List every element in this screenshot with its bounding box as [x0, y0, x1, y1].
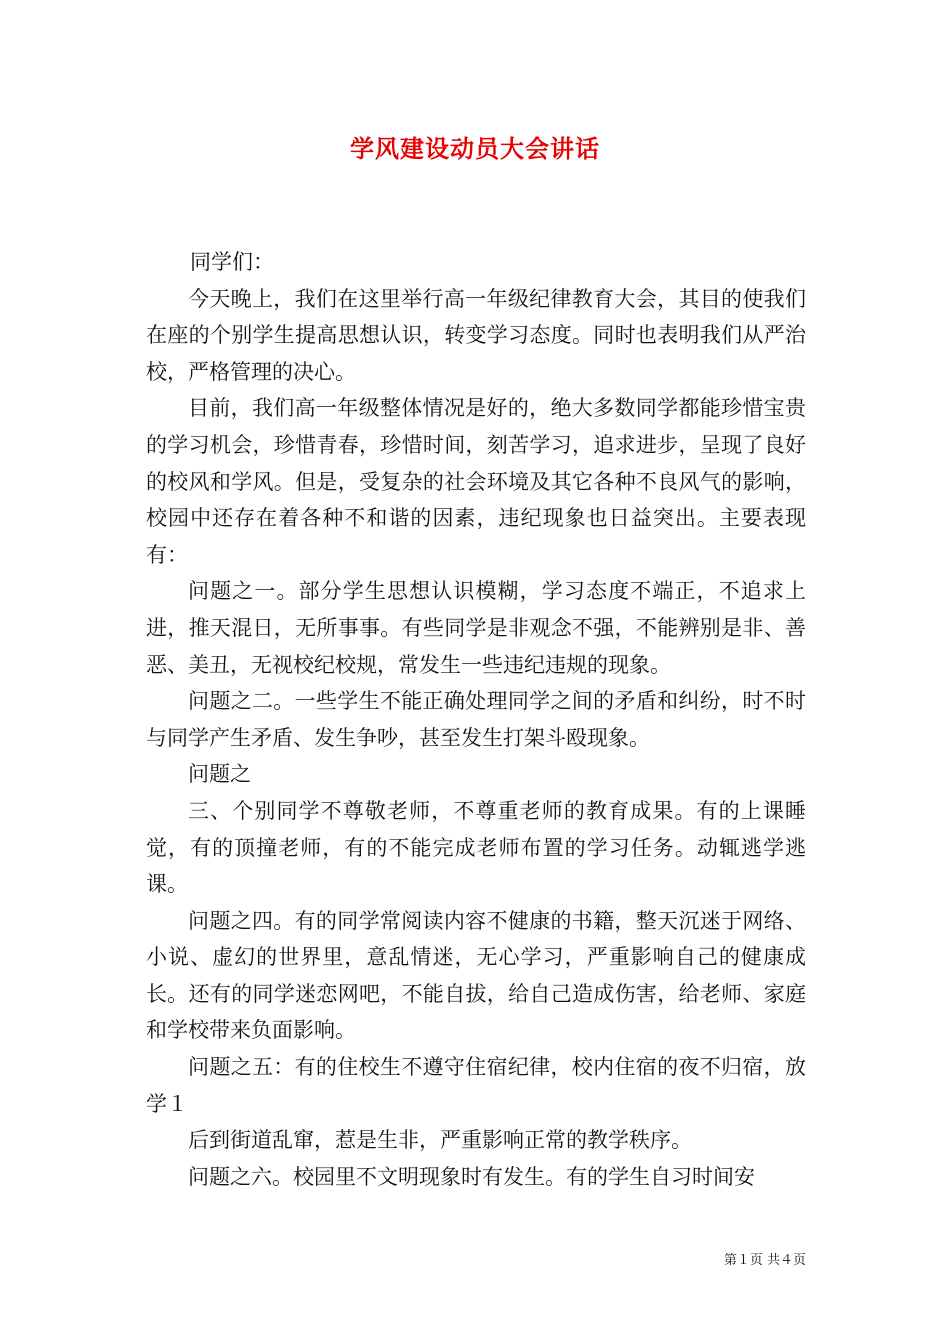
paragraph: 后到街道乱窜，惹是生非，严重影响正常的教学秩序。 [188, 1128, 692, 1153]
paragraph: 问题之六。校园里不文明现象时有发生。有的学生自习时间安 [188, 1164, 755, 1189]
paragraph: 今天晚上，我们在这里举行高一年级纪律教育大会，其目的使我们在座的个别学生提高思想认识，转变学习态度。同时也表明我们从严治校，严格管理的决心。 [146, 286, 806, 384]
paragraph: 三、个别同学不尊敬老师，不尊重老师的教育成果。有的上课睡觉，有的顶撞老师，有的不能完成老师布置的学习任务。动辄逃学逃课。 [146, 798, 806, 897]
paragraph: 问题之 [188, 762, 251, 787]
page-number-footer: 第１页 共４页 [723, 1253, 806, 1268]
paragraph: 问题之四。有的同学常阅读内容不健康的书籍，整天沉迷于网络、小说、虚幻的世界里，意乱情迷，无心学习，严重影响自己的健康成长。还有的同学迷恋网吧，不能自拔，给自己造成伤害，给老师、家庭和学校带来负面影响。 [146, 908, 806, 1043]
paragraph: 目前，我们高一年级整体情况是好的，绝大多数同学都能珍惜宝贵的学习机会，珍惜青春，珍惜时间，刻苦学习，追求进步，呈现了良好的校风和学风。但是，受复杂的社会环境及其它各种不良风气的影响，校园中还存在着各种不和谐的因素，违纪现象也日益突出。主要表现有： [146, 396, 806, 567]
paragraph: 问题之五：有的住校生不遵守住宿纪律，校内住宿的夜不归宿，放学１ [146, 1055, 806, 1116]
salutation: 同学们： [190, 250, 274, 274]
document-body [146, 244, 806, 1195]
document-title: 学风建设动员大会讲话 [350, 134, 600, 163]
paragraph: 问题之一。部分学生思想认识模糊，学习态度不端正，不追求上进，推天混日，无所事事。有些同学是非观念不强，不能辨别是非、善恶、美丑，无视校纪校规，常发生一些违纪违规的现象。 [146, 579, 806, 677]
paragraph: 问题之二。一些学生不能正确处理同学之间的矛盾和纠纷，时不时与同学产生矛盾、发生争吵，甚至发生打架斗殴现象。 [146, 689, 806, 750]
